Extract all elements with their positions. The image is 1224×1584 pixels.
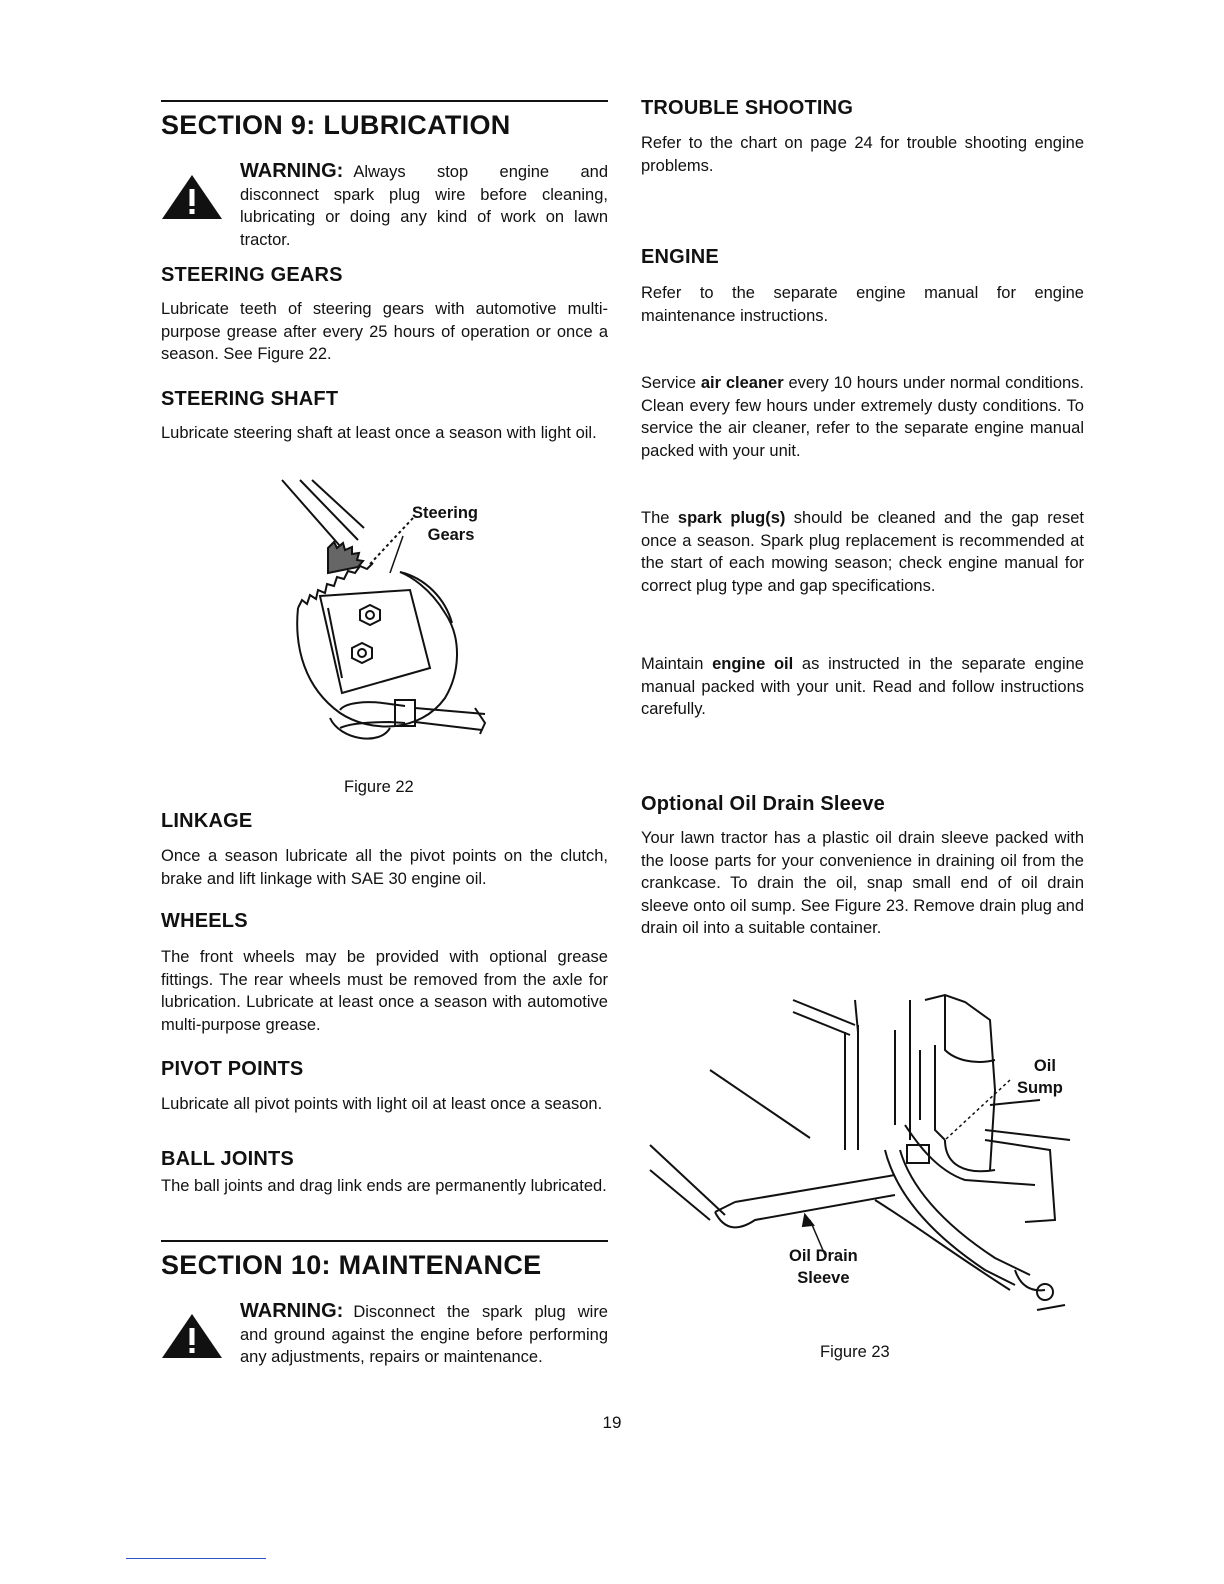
- air-cleaner-paragraph: [641, 372, 1084, 462]
- linkage-text: Once a season lubricate all the pivot points on the clutch, brake and lift linkage with SAE 30 engine oil.: [161, 847, 608, 888]
- engine-oil-pre: Maintain: [641, 655, 713, 673]
- warning-triangle-icon: [160, 173, 224, 221]
- wheels-heading: WHEELS: [161, 910, 248, 932]
- figure22-label-line1: Steering: [412, 504, 479, 522]
- steering-shaft-heading: STEERING SHAFT: [161, 388, 339, 410]
- section9-top-rule: [161, 100, 608, 102]
- section10-title: SECTION 10: MAINTENANCE: [161, 1250, 542, 1280]
- ball-joints-heading: BALL JOINTS: [161, 1148, 294, 1170]
- figure23-sleeve-line1: Oil Drain: [789, 1247, 858, 1265]
- figure23-caption: Figure 23: [820, 1343, 890, 1361]
- oil-drain-text: Your lawn tractor has a plastic oil drain sleeve packed with the loose parts for your convenience in draining oil from the crankcase. To drain the oil, snap small end of oil drain sleeve onto oil sump. See Figure 23. Remove drain plug and drain oil into a suitable container.: [641, 829, 1085, 937]
- air-cleaner-bold: air cleaner: [700, 374, 784, 392]
- engine-oil-post: as instructed in the separate engine manual packed with your unit. Read and follow instructions carefully.: [641, 655, 1084, 718]
- section9-title: SECTION 9: LUBRICATION: [161, 110, 511, 140]
- air-cleaner-pre: Service: [641, 374, 701, 392]
- pivot-points-text: Lubricate all pivot points with light oil at least once a season.: [161, 1095, 603, 1113]
- warning-text: Always stop engine and disconnect spark plug wire before cleaning, lubricating or doing any kind of work on lawn tractor.: [240, 163, 608, 249]
- ball-joints-text: The ball joints and drag link ends are permanently lubricated.: [161, 1177, 607, 1195]
- figure23-sump-label: [1017, 1055, 1063, 1099]
- steering-gears-heading: STEERING GEARS: [161, 264, 343, 286]
- steering-gears-text: Lubricate teeth of steering gears with automotive multi-purpose grease after every 25 hours of operation or once a season. See Figure 22.: [161, 300, 608, 363]
- trouble-shooting-text: Refer to the chart on page 24 for trouble shooting engine problems.: [641, 134, 1084, 175]
- oil-drain-heading: Optional Oil Drain Sleeve: [641, 793, 885, 815]
- section9-warning: [240, 160, 608, 251]
- spark-plug-paragraph: [641, 507, 1084, 597]
- warning-label: WARNING:: [240, 160, 344, 182]
- wheels-text: The front wheels may be provided with optional grease fittings. The rear wheels must be removed from the axle for lubrication. Lubricate at least once a season with automotive multi-purpose grease.: [161, 948, 608, 1034]
- warning-label: WARNING:: [240, 1300, 344, 1322]
- figure23-sump-line2: Sump: [1017, 1079, 1063, 1097]
- figure22-label-line2: Gears: [427, 526, 475, 544]
- warning-triangle-icon: [160, 1312, 224, 1360]
- figure22-caption: Figure 22: [344, 778, 414, 796]
- figure23-sleeve-line2: Sleeve: [797, 1269, 850, 1287]
- steering-shaft-text: Lubricate steering shaft at least once a season with light oil.: [161, 424, 597, 442]
- linkage-heading: LINKAGE: [161, 810, 253, 832]
- engine-heading: ENGINE: [641, 246, 719, 268]
- pivot-points-heading: PIVOT POINTS: [161, 1058, 304, 1080]
- spark-plug-post: should be cleaned and the gap reset once a season. Spark plug replacement is recommended at the start of each mowing season; check engine manual for correct plug type and gap specifications.: [641, 509, 1084, 595]
- figure22-label: [412, 502, 478, 546]
- engine-text: Refer to the separate engine manual for engine maintenance instructions.: [641, 284, 1084, 325]
- engine-oil-bold: engine oil: [712, 655, 794, 673]
- warning-text: Disconnect the spark plug wire and ground against the engine before performing any adjustments, repairs or maintenance.: [240, 1303, 608, 1366]
- figure23-oil-drain-sleeve-illustration: [645, 990, 1075, 1335]
- section10-top-rule: [161, 1240, 608, 1242]
- spark-plug-bold: spark plug(s): [677, 509, 786, 527]
- section10-warning: [240, 1300, 608, 1369]
- bottom-blue-line: [126, 1558, 266, 1559]
- spark-plug-pre: The: [641, 509, 678, 527]
- figure23-sleeve-label: [789, 1245, 858, 1289]
- page-number: 19: [602, 1413, 622, 1432]
- engine-oil-paragraph: [641, 653, 1084, 721]
- air-cleaner-post: every 10 hours under normal conditions. Clean every few hours under extremely dusty conditions. To service the air cleaner, refer to the separate engine manual packed with your unit.: [641, 374, 1085, 460]
- figure23-sump-line1: Oil: [1033, 1057, 1056, 1075]
- trouble-shooting-heading: TROUBLE SHOOTING: [641, 97, 854, 119]
